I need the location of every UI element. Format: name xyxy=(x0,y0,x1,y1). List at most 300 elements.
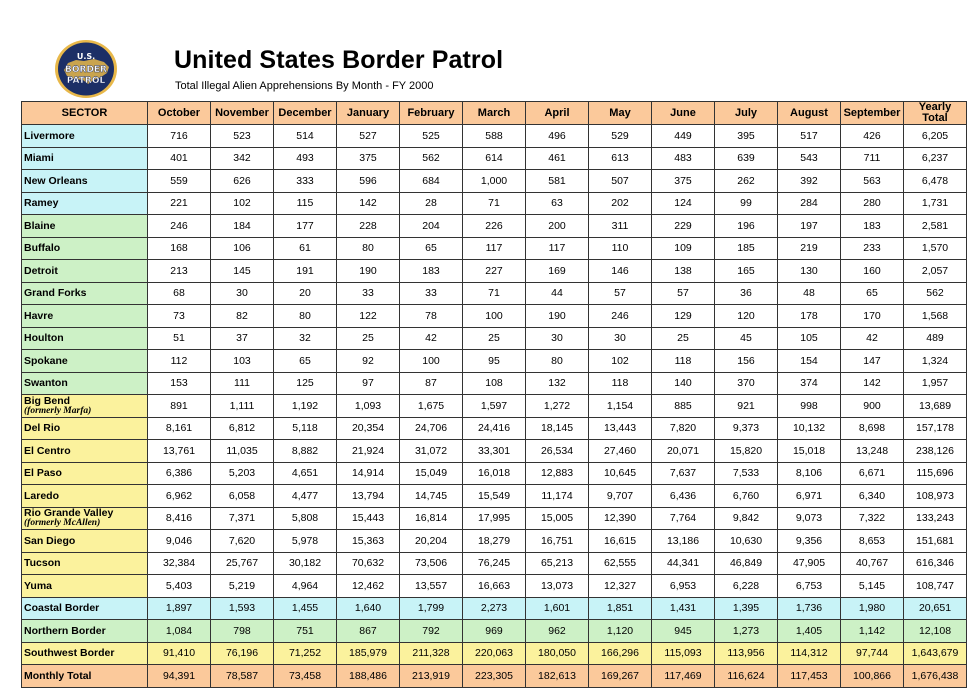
value-cell: 227 xyxy=(463,260,526,283)
value-cell: 196 xyxy=(715,215,778,238)
table-header-row xyxy=(22,102,967,125)
value-cell: 684 xyxy=(400,170,463,193)
value-cell: 13,248 xyxy=(841,440,904,463)
value-cell: 6,228 xyxy=(715,575,778,598)
value-cell: 33 xyxy=(337,282,400,305)
value-cell: 102 xyxy=(211,192,274,215)
value-cell: 527 xyxy=(337,125,400,148)
value-cell: 1,142 xyxy=(841,620,904,643)
value-cell: 588 xyxy=(463,125,526,148)
value-cell: 563 xyxy=(841,170,904,193)
sector-cell: Swanton xyxy=(22,372,148,395)
value-cell: 9,356 xyxy=(778,530,841,553)
value-cell: 190 xyxy=(337,260,400,283)
value-cell: 7,820 xyxy=(652,417,715,440)
value-cell: 109 xyxy=(652,237,715,260)
value-cell: 204 xyxy=(400,215,463,238)
value-cell: 6,962 xyxy=(148,485,211,508)
value-cell: 82 xyxy=(211,305,274,328)
value-cell: 1,643,679 xyxy=(904,642,967,665)
value-cell: 8,106 xyxy=(778,462,841,485)
value-cell: 202 xyxy=(589,192,652,215)
sector-cell: Grand Forks xyxy=(22,282,148,305)
value-cell: 118 xyxy=(589,372,652,395)
sector-cell: Del Rio xyxy=(22,417,148,440)
value-cell: 115,093 xyxy=(652,642,715,665)
value-cell: 78 xyxy=(400,305,463,328)
value-cell: 65 xyxy=(400,237,463,260)
value-cell: 945 xyxy=(652,620,715,643)
table-row xyxy=(22,350,967,373)
value-cell: 962 xyxy=(526,620,589,643)
value-cell: 10,630 xyxy=(715,530,778,553)
value-cell: 1,736 xyxy=(778,597,841,620)
value-cell: 30 xyxy=(211,282,274,305)
value-cell: 100 xyxy=(463,305,526,328)
value-cell: 13,073 xyxy=(526,575,589,598)
value-cell: 461 xyxy=(526,147,589,170)
value-cell: 12,462 xyxy=(337,575,400,598)
sector-cell: Blaine xyxy=(22,215,148,238)
value-cell: 711 xyxy=(841,147,904,170)
value-cell: 1,957 xyxy=(904,372,967,395)
column-header-january: January xyxy=(337,102,400,125)
table-row xyxy=(22,215,967,238)
value-cell: 114,312 xyxy=(778,642,841,665)
value-cell: 489 xyxy=(904,327,967,350)
value-cell: 596 xyxy=(337,170,400,193)
logo-text-bot: PATROL xyxy=(66,76,106,86)
value-cell: 2,057 xyxy=(904,260,967,283)
value-cell: 191 xyxy=(274,260,337,283)
value-cell: 5,978 xyxy=(274,530,337,553)
table-row xyxy=(22,462,967,485)
value-cell: 1,273 xyxy=(715,620,778,643)
value-cell: 375 xyxy=(337,147,400,170)
table-row xyxy=(22,507,967,530)
summary-row xyxy=(22,597,967,620)
value-cell: 142 xyxy=(841,372,904,395)
value-cell: 20 xyxy=(274,282,337,305)
value-cell: 15,443 xyxy=(337,507,400,530)
value-cell: 7,764 xyxy=(652,507,715,530)
value-cell: 145 xyxy=(211,260,274,283)
value-cell: 1,084 xyxy=(148,620,211,643)
sector-cell: Ramey xyxy=(22,192,148,215)
value-cell: 16,663 xyxy=(463,575,526,598)
value-cell: 1,640 xyxy=(337,597,400,620)
sector-cell: Coastal Border xyxy=(22,597,148,620)
value-cell: 70,632 xyxy=(337,552,400,575)
value-cell: 6,753 xyxy=(778,575,841,598)
value-cell: 9,842 xyxy=(715,507,778,530)
value-cell: 233 xyxy=(841,237,904,260)
value-cell: 8,882 xyxy=(274,440,337,463)
value-cell: 5,118 xyxy=(274,417,337,440)
value-cell: 374 xyxy=(778,372,841,395)
value-cell: 37 xyxy=(211,327,274,350)
column-header-september: September xyxy=(841,102,904,125)
value-cell: 108 xyxy=(463,372,526,395)
value-cell: 25,767 xyxy=(211,552,274,575)
value-cell: 614 xyxy=(463,147,526,170)
value-cell: 25 xyxy=(652,327,715,350)
value-cell: 1,272 xyxy=(526,395,589,418)
value-cell: 151,681 xyxy=(904,530,967,553)
value-cell: 15,018 xyxy=(778,440,841,463)
value-cell: 885 xyxy=(652,395,715,418)
table-row xyxy=(22,282,967,305)
value-cell: 32 xyxy=(274,327,337,350)
value-cell: 246 xyxy=(589,305,652,328)
value-cell: 184 xyxy=(211,215,274,238)
value-cell: 28 xyxy=(400,192,463,215)
value-cell: 6,760 xyxy=(715,485,778,508)
value-cell: 15,549 xyxy=(463,485,526,508)
value-cell: 31,072 xyxy=(400,440,463,463)
sector-cell: New Orleans xyxy=(22,170,148,193)
summary-row xyxy=(22,620,967,643)
value-cell: 73,506 xyxy=(400,552,463,575)
value-cell: 36 xyxy=(715,282,778,305)
value-cell: 44 xyxy=(526,282,589,305)
value-cell: 1,597 xyxy=(463,395,526,418)
value-cell: 401 xyxy=(148,147,211,170)
table-row xyxy=(22,170,967,193)
column-header-july: July xyxy=(715,102,778,125)
value-cell: 14,745 xyxy=(400,485,463,508)
value-cell: 30 xyxy=(526,327,589,350)
value-cell: 5,203 xyxy=(211,462,274,485)
value-cell: 1,799 xyxy=(400,597,463,620)
sector-cell: El Paso xyxy=(22,462,148,485)
value-cell: 99 xyxy=(715,192,778,215)
table-row xyxy=(22,125,967,148)
value-cell: 57 xyxy=(652,282,715,305)
sector-cell: Northern Border xyxy=(22,620,148,643)
value-cell: 129 xyxy=(652,305,715,328)
value-cell: 20,651 xyxy=(904,597,967,620)
value-cell: 969 xyxy=(463,620,526,643)
value-cell: 228 xyxy=(337,215,400,238)
sector-cell: Tucson xyxy=(22,552,148,575)
value-cell: 92 xyxy=(337,350,400,373)
table-row xyxy=(22,305,967,328)
value-cell: 13,761 xyxy=(148,440,211,463)
value-cell: 105 xyxy=(778,327,841,350)
table-row xyxy=(22,440,967,463)
value-cell: 342 xyxy=(211,147,274,170)
value-cell: 91,410 xyxy=(148,642,211,665)
value-cell: 15,820 xyxy=(715,440,778,463)
value-cell: 166,296 xyxy=(589,642,652,665)
value-cell: 221 xyxy=(148,192,211,215)
sector-cell: Monthly Total xyxy=(22,665,148,688)
value-cell: 229 xyxy=(652,215,715,238)
value-cell: 1,980 xyxy=(841,597,904,620)
value-cell: 223,305 xyxy=(463,665,526,688)
value-cell: 71 xyxy=(463,192,526,215)
sector-cell: Houlton xyxy=(22,327,148,350)
value-cell: 798 xyxy=(211,620,274,643)
value-cell: 178 xyxy=(778,305,841,328)
value-cell: 177 xyxy=(274,215,337,238)
value-cell: 1,851 xyxy=(589,597,652,620)
value-cell: 1,395 xyxy=(715,597,778,620)
value-cell: 213,919 xyxy=(400,665,463,688)
value-cell: 6,953 xyxy=(652,575,715,598)
value-cell: 113,956 xyxy=(715,642,778,665)
value-cell: 1,676,438 xyxy=(904,665,967,688)
column-header-december: December xyxy=(274,102,337,125)
value-cell: 100,866 xyxy=(841,665,904,688)
value-cell: 200 xyxy=(526,215,589,238)
value-cell: 900 xyxy=(841,395,904,418)
table-row xyxy=(22,237,967,260)
value-cell: 7,637 xyxy=(652,462,715,485)
value-cell: 16,615 xyxy=(589,530,652,553)
value-cell: 4,651 xyxy=(274,462,337,485)
value-cell: 1,731 xyxy=(904,192,967,215)
value-cell: 517 xyxy=(778,125,841,148)
value-cell: 182,613 xyxy=(526,665,589,688)
value-cell: 18,279 xyxy=(463,530,526,553)
value-cell: 30 xyxy=(589,327,652,350)
value-cell: 42 xyxy=(400,327,463,350)
value-cell: 523 xyxy=(211,125,274,148)
sector-cell: Livermore xyxy=(22,125,148,148)
value-cell: 165 xyxy=(715,260,778,283)
sector-cell: El Centro xyxy=(22,440,148,463)
value-cell: 76,196 xyxy=(211,642,274,665)
value-cell: 25 xyxy=(463,327,526,350)
value-cell: 6,340 xyxy=(841,485,904,508)
value-cell: 15,005 xyxy=(526,507,589,530)
column-header-sector: SECTOR xyxy=(22,102,148,125)
value-cell: 13,689 xyxy=(904,395,967,418)
sector-cell: Havre xyxy=(22,305,148,328)
value-cell: 16,018 xyxy=(463,462,526,485)
value-cell: 639 xyxy=(715,147,778,170)
value-cell: 562 xyxy=(904,282,967,305)
value-cell: 140 xyxy=(652,372,715,395)
value-cell: 238,126 xyxy=(904,440,967,463)
value-cell: 6,058 xyxy=(211,485,274,508)
value-cell: 5,808 xyxy=(274,507,337,530)
value-cell: 9,046 xyxy=(148,530,211,553)
value-cell: 168 xyxy=(148,237,211,260)
value-cell: 21,924 xyxy=(337,440,400,463)
value-cell: 525 xyxy=(400,125,463,148)
value-cell: 7,533 xyxy=(715,462,778,485)
value-cell: 183 xyxy=(841,215,904,238)
value-cell: 370 xyxy=(715,372,778,395)
value-cell: 12,390 xyxy=(589,507,652,530)
table-row xyxy=(22,552,967,575)
value-cell: 190 xyxy=(526,305,589,328)
sector-cell: Southwest Border xyxy=(22,642,148,665)
value-cell: 8,698 xyxy=(841,417,904,440)
value-cell: 153 xyxy=(148,372,211,395)
value-cell: 185 xyxy=(715,237,778,260)
value-cell: 333 xyxy=(274,170,337,193)
table-row xyxy=(22,417,967,440)
value-cell: 65 xyxy=(274,350,337,373)
column-header-august: August xyxy=(778,102,841,125)
value-cell: 11,174 xyxy=(526,485,589,508)
value-cell: 219 xyxy=(778,237,841,260)
value-cell: 998 xyxy=(778,395,841,418)
value-cell: 197 xyxy=(778,215,841,238)
value-cell: 562 xyxy=(400,147,463,170)
value-cell: 921 xyxy=(715,395,778,418)
value-cell: 15,363 xyxy=(337,530,400,553)
value-cell: 26,534 xyxy=(526,440,589,463)
value-cell: 1,675 xyxy=(400,395,463,418)
table-row xyxy=(22,372,967,395)
value-cell: 13,186 xyxy=(652,530,715,553)
value-cell: 111 xyxy=(211,372,274,395)
value-cell: 4,964 xyxy=(274,575,337,598)
value-cell: 46,849 xyxy=(715,552,778,575)
value-cell: 94,391 xyxy=(148,665,211,688)
value-cell: 2,273 xyxy=(463,597,526,620)
value-cell: 626 xyxy=(211,170,274,193)
value-cell: 44,341 xyxy=(652,552,715,575)
value-cell: 891 xyxy=(148,395,211,418)
value-cell: 395 xyxy=(715,125,778,148)
value-cell: 25 xyxy=(337,327,400,350)
column-header-october: October xyxy=(148,102,211,125)
table-row xyxy=(22,327,967,350)
value-cell: 117 xyxy=(463,237,526,260)
page-title: United States Border Patrol xyxy=(174,46,504,74)
value-cell: 65,213 xyxy=(526,552,589,575)
value-cell: 1,093 xyxy=(337,395,400,418)
value-cell: 108,747 xyxy=(904,575,967,598)
value-cell: 9,707 xyxy=(589,485,652,508)
sector-cell: Spokane xyxy=(22,350,148,373)
value-cell: 61 xyxy=(274,237,337,260)
value-cell: 33,301 xyxy=(463,440,526,463)
value-cell: 483 xyxy=(652,147,715,170)
column-header-february: February xyxy=(400,102,463,125)
value-cell: 185,979 xyxy=(337,642,400,665)
value-cell: 1,455 xyxy=(274,597,337,620)
column-header-november: November xyxy=(211,102,274,125)
table-row xyxy=(22,485,967,508)
value-cell: 68 xyxy=(148,282,211,305)
value-cell: 6,812 xyxy=(211,417,274,440)
value-cell: 15,049 xyxy=(400,462,463,485)
logo-text-mid: BORDER xyxy=(65,65,107,75)
value-cell: 220,063 xyxy=(463,642,526,665)
value-cell: 375 xyxy=(652,170,715,193)
column-header-march: March xyxy=(463,102,526,125)
value-cell: 213 xyxy=(148,260,211,283)
column-header-yearly-total: Yearly Total xyxy=(904,102,967,125)
value-cell: 20,204 xyxy=(400,530,463,553)
value-cell: 6,971 xyxy=(778,485,841,508)
value-cell: 118 xyxy=(652,350,715,373)
value-cell: 45 xyxy=(715,327,778,350)
value-cell: 117 xyxy=(526,237,589,260)
value-cell: 6,205 xyxy=(904,125,967,148)
value-cell: 311 xyxy=(589,215,652,238)
value-cell: 169,267 xyxy=(589,665,652,688)
value-cell: 1,000 xyxy=(463,170,526,193)
value-cell: 80 xyxy=(274,305,337,328)
value-cell: 13,443 xyxy=(589,417,652,440)
table-row xyxy=(22,575,967,598)
value-cell: 40,767 xyxy=(841,552,904,575)
value-cell: 13,557 xyxy=(400,575,463,598)
value-cell: 496 xyxy=(526,125,589,148)
value-cell: 30,182 xyxy=(274,552,337,575)
value-cell: 1,154 xyxy=(589,395,652,418)
value-cell: 5,219 xyxy=(211,575,274,598)
value-cell: 32,384 xyxy=(148,552,211,575)
value-cell: 1,593 xyxy=(211,597,274,620)
value-cell: 1,111 xyxy=(211,395,274,418)
value-cell: 87 xyxy=(400,372,463,395)
sector-cell: Yuma xyxy=(22,575,148,598)
value-cell: 97,744 xyxy=(841,642,904,665)
value-cell: 76,245 xyxy=(463,552,526,575)
value-cell: 133,243 xyxy=(904,507,967,530)
value-cell: 180,050 xyxy=(526,642,589,665)
column-header-april: April xyxy=(526,102,589,125)
value-cell: 284 xyxy=(778,192,841,215)
value-cell: 1,431 xyxy=(652,597,715,620)
value-cell: 6,237 xyxy=(904,147,967,170)
value-cell: 71 xyxy=(463,282,526,305)
value-cell: 73,458 xyxy=(274,665,337,688)
value-cell: 7,322 xyxy=(841,507,904,530)
value-cell: 8,416 xyxy=(148,507,211,530)
apprehensions-table xyxy=(21,101,967,688)
value-cell: 262 xyxy=(715,170,778,193)
table-row xyxy=(22,192,967,215)
value-cell: 9,073 xyxy=(778,507,841,530)
value-cell: 117,469 xyxy=(652,665,715,688)
value-cell: 7,371 xyxy=(211,507,274,530)
value-cell: 138 xyxy=(652,260,715,283)
value-cell: 156 xyxy=(715,350,778,373)
value-cell: 51 xyxy=(148,327,211,350)
value-cell: 1,570 xyxy=(904,237,967,260)
border-patrol-logo xyxy=(54,39,118,99)
value-cell: 426 xyxy=(841,125,904,148)
table-row xyxy=(22,530,967,553)
value-cell: 103 xyxy=(211,350,274,373)
value-cell: 716 xyxy=(148,125,211,148)
value-cell: 12,883 xyxy=(526,462,589,485)
value-cell: 493 xyxy=(274,147,337,170)
value-cell: 7,620 xyxy=(211,530,274,553)
value-cell: 867 xyxy=(337,620,400,643)
value-cell: 2,581 xyxy=(904,215,967,238)
value-cell: 14,914 xyxy=(337,462,400,485)
value-cell: 1,601 xyxy=(526,597,589,620)
value-cell: 616,346 xyxy=(904,552,967,575)
value-cell: 449 xyxy=(652,125,715,148)
value-cell: 581 xyxy=(526,170,589,193)
value-cell: 130 xyxy=(778,260,841,283)
value-cell: 10,645 xyxy=(589,462,652,485)
value-cell: 97 xyxy=(337,372,400,395)
value-cell: 33 xyxy=(400,282,463,305)
